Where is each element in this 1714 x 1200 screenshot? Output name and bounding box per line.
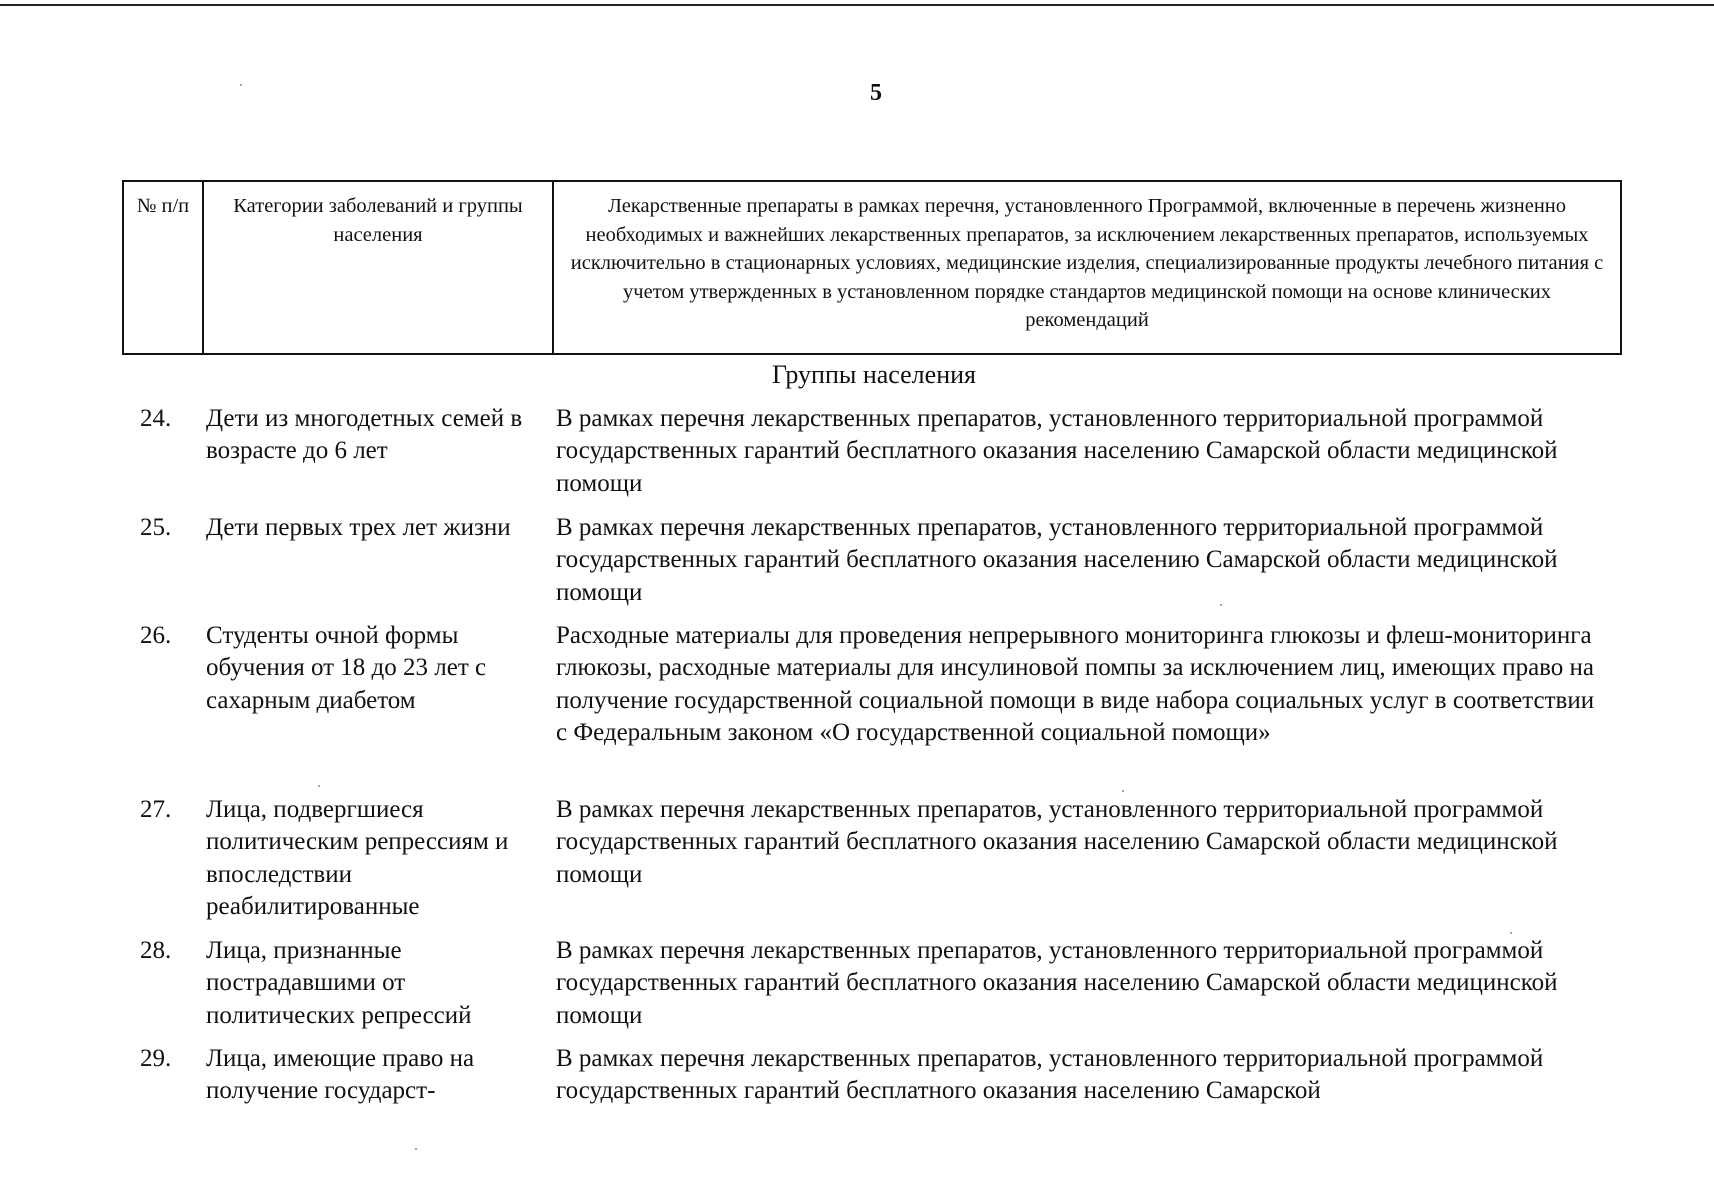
scan-speck xyxy=(1510,932,1512,934)
header-drugs-column: Лекарственные препараты в рамках перечня, установленного Программой, включенные в перечень жизненно необходимых и важнейших лекарственных препаратов, за исключением лекарственных препаратов, используемых исключительно в стационарных условиях, медицинские изделия, специализированные продукты лечебного питания с учетом утвержденных в установленном порядке стандартов медицинской помощи на основе клинических рекомендаций xyxy=(570,195,1604,331)
row-category: Лица, подвергшиеся политическим репрессиям и впоследствии реабилитированные xyxy=(206,796,509,920)
top-border-line xyxy=(0,4,1714,6)
header-number-column: № п/п xyxy=(124,182,204,353)
row-drugs: В рамках перечня лекарственных препаратов, установленного территориальной программой государственных гарантий бесплатного оказания населению Самарской xyxy=(556,1045,1544,1105)
scan-speck xyxy=(318,785,320,787)
row-category: Дети из многодетных семей в возрасте до 6 лет xyxy=(206,405,523,465)
scan-speck xyxy=(1220,604,1222,606)
scan-speck xyxy=(1122,790,1124,792)
row-number: 24. xyxy=(140,405,172,432)
row-number: 29. xyxy=(140,1045,172,1072)
scan-speck xyxy=(415,1148,417,1150)
row-number: 27. xyxy=(140,796,172,823)
row-number: 28. xyxy=(140,937,172,964)
table-header xyxy=(122,180,1622,355)
row-category: Лица, имеющие право на получение государст- xyxy=(206,1045,475,1105)
scan-speck xyxy=(240,84,242,86)
row-category: Лица, признанные пострадавшими от политических репрессий xyxy=(206,937,472,1029)
row-drugs: В рамках перечня лекарственных препаратов, установленного территориальной программой государственных гарантий бесплатного оказания населению Самарской области медицинской помощи xyxy=(556,514,1558,606)
row-number: 26. xyxy=(140,622,172,649)
row-drugs: Расходные материалы для проведения непрерывного мониторинга глюкозы и флеш-мониторинга глюкозы, расходные материалы для инсулиновой помпы за исключением лиц, имеющих право на получение государственной социальной помощи в виде набора социальных услуг в соответствии с Федеральным законом «О государственной социальной помощи» xyxy=(556,622,1595,746)
row-drugs: В рамках перечня лекарственных препаратов, установленного территориальной программой государственных гарантий бесплатного оказания населению Самарской области медицинской помощи xyxy=(556,405,1558,497)
row-drugs: В рамках перечня лекарственных препаратов, установленного территориальной программой государственных гарантий бесплатного оказания населению Самарской области медицинской помощи xyxy=(556,796,1558,888)
row-category: Студенты очной формы обучения от 18 до 23 лет с сахарным диабетом xyxy=(206,622,487,714)
page-number: 5 xyxy=(870,80,882,106)
row-number: 25. xyxy=(140,514,172,541)
header-category-column: Категории заболеваний и группы населения xyxy=(204,182,554,353)
row-category: Дети первых трех лет жизни xyxy=(206,514,511,541)
section-title: Группы населения xyxy=(771,360,976,389)
row-drugs: В рамках перечня лекарственных препаратов, установленного территориальной программой государственных гарантий бесплатного оказания населению Самарской области медицинской помощи xyxy=(556,937,1558,1029)
